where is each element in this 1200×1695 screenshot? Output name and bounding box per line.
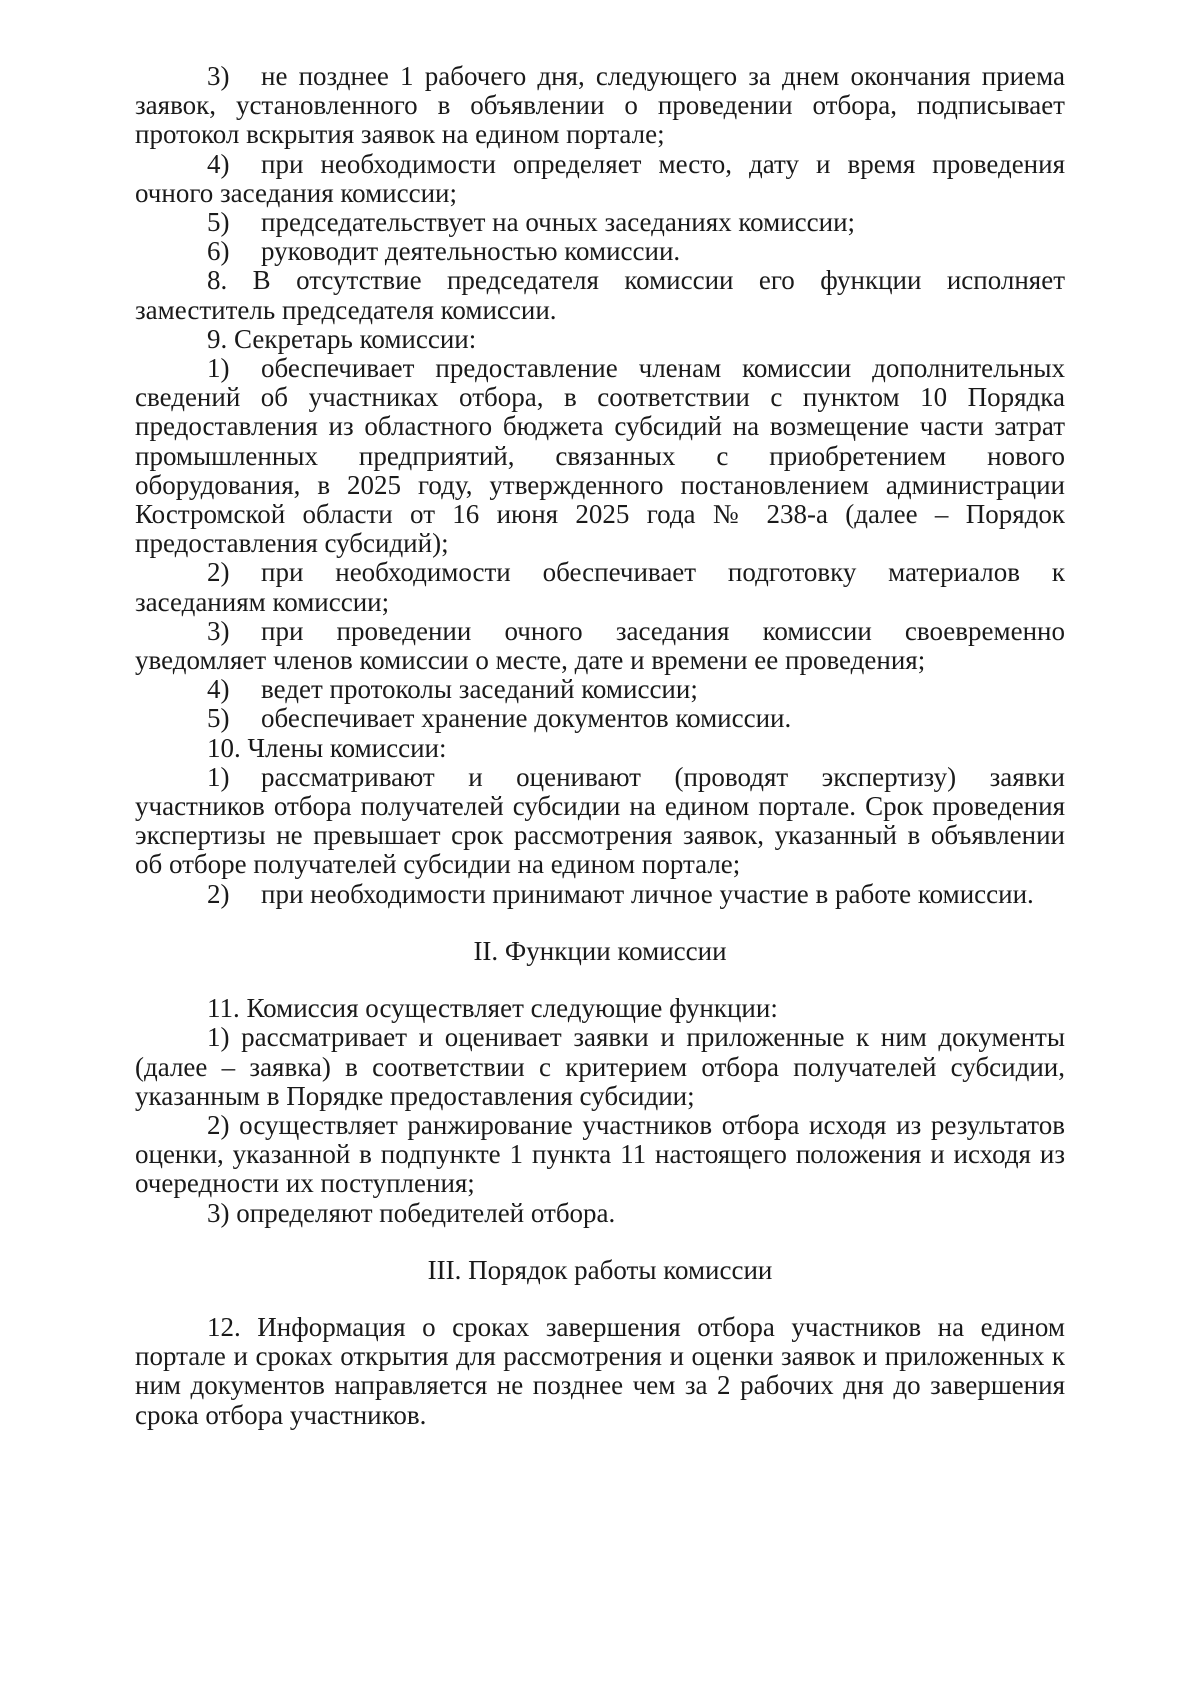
list-item-number: 5) [207, 207, 230, 238]
list-item-number: 1) [207, 761, 230, 792]
list-item [135, 62, 1065, 150]
clause-10-title: 10. Члены комиссии: [207, 732, 447, 763]
list-item [135, 880, 1065, 909]
list-item-text: руководит деятельностью комиссии. [261, 236, 681, 267]
list-item [135, 237, 1065, 266]
section-heading: II. Функции комиссии [473, 935, 727, 966]
list-item [135, 617, 1065, 675]
list-item-number: 6) [207, 236, 230, 267]
list-item-text: ведет протоколы заседаний комиссии; [261, 674, 698, 705]
list-item-text: обеспечивает хранение документов комиссии. [261, 703, 792, 734]
function-item: 2) осуществляет ранжирование участников отбора исходя из результатов оценки, указанной в подпункте 1 пункта 11 настоящего положения и исходя из очередности их поступления; [135, 1109, 1065, 1199]
list-item [135, 208, 1065, 237]
list-item-text: при необходимости определяет место, дату и время проведения очного заседания комиссии; [135, 148, 1065, 208]
list-item-number: 4) [207, 148, 230, 179]
function-item: 3) определяют победителей отбора. [207, 1197, 616, 1228]
list-item-number: 5) [207, 703, 230, 734]
list-item-text: не позднее 1 рабочего дня, следующего за днем окончания приема заявок, установленного в объявлении о проведении отбора, подписывает протокол вскрытия заявок на едином портале; [135, 61, 1065, 150]
list-item-number: 3) [207, 615, 230, 646]
list-item-text: рассматривают и оценивают (проводят экспертизу) заявки участников отбора получателей субсидии на едином портале. Срок проведения экспертизы не превышает срок рассмотрения заявок, указанный в объявлении об отборе получателей субсидии на едином портале; [135, 761, 1065, 880]
function-item: 1) рассматривает и оценивает заявки и приложенные к ним документы (далее – заявка) в соответствии с критерием отбора получателей субсидии, указанным в Порядке предоставления субсидии; [135, 1022, 1065, 1111]
list-item-text: председательствует на очных заседаниях комиссии; [261, 207, 856, 238]
list-item [135, 763, 1065, 880]
clause-12: 12. Информация о сроках завершения отбора участников на едином портале и сроках открытия для рассмотрения и оценки заявок и приложенных к ним документов направляется не позднее чем за 2 рабочих дня до завершения срока отбора участников. [135, 1311, 1065, 1430]
list-item [135, 558, 1065, 616]
list-item-number: 2) [207, 557, 230, 588]
list-item-number: 1) [207, 353, 230, 384]
clause-11-title: 11. Комиссия осуществляет следующие функции: [207, 993, 778, 1024]
list-item-text: при необходимости обеспечивает подготовку материалов к заседаниям комиссии; [135, 557, 1065, 617]
clause-8: 8. В отсутствие председателя комиссии его функции исполняет заместитель председателя комиссии. [135, 265, 1065, 325]
list-item-text: обеспечивает предоставление членам комиссии дополнительных сведений об участниках отбора, в соответствии с пунктом 10 Порядка предоставления из областного бюджета субсидий на возмещение части затрат промышленных предприятий, связанных с приобретением нового оборудования, в 2025 году, утвержденного постановлением администрации Костромской области от 16 июня 2025 года № 238-а (далее – Порядок предоставления субсидий); [135, 353, 1065, 559]
clause-9-title: 9. Секретарь комиссии: [207, 323, 477, 354]
list-item [135, 675, 1065, 704]
list-item-number: 4) [207, 674, 230, 705]
list-item-text: при проведении очного заседания комиссии своевременно уведомляет членов комиссии о месте, дате и времени ее проведения; [135, 615, 1065, 676]
list-item [135, 704, 1065, 733]
section-heading: III. Порядок работы комиссии [427, 1254, 773, 1285]
list-item [135, 150, 1065, 208]
list-item-number: 2) [207, 878, 230, 909]
list-item-text: при необходимости принимают личное участие в работе комиссии. [261, 878, 1034, 909]
list-item-number: 3) [207, 61, 230, 91]
list-item [135, 354, 1065, 558]
